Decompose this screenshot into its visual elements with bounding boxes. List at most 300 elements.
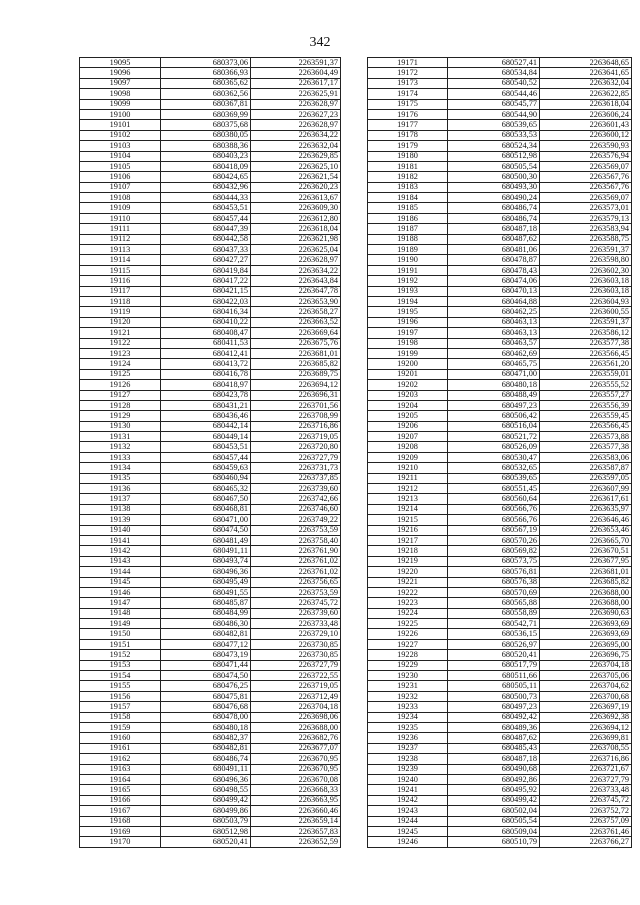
y-coordinate-cell: 2263745,72 bbox=[540, 795, 632, 805]
table-row bbox=[368, 556, 632, 566]
y-coordinate-cell: 2263628,97 bbox=[251, 99, 341, 109]
point-number-cell: 19169 bbox=[80, 826, 161, 836]
x-coordinate-cell: 680544,46 bbox=[448, 89, 540, 99]
x-coordinate-cell: 680495,49 bbox=[161, 577, 251, 587]
x-coordinate-cell: 680422,03 bbox=[161, 296, 251, 306]
table-row bbox=[80, 390, 341, 400]
x-coordinate-cell: 680487,18 bbox=[448, 224, 540, 234]
y-coordinate-cell: 2263600,55 bbox=[540, 307, 632, 317]
point-number-cell: 19245 bbox=[368, 826, 448, 836]
point-number-cell: 19215 bbox=[368, 515, 448, 525]
x-coordinate-cell: 680419,84 bbox=[161, 265, 251, 275]
table-row bbox=[80, 774, 341, 784]
x-coordinate-cell: 680474,06 bbox=[448, 276, 540, 286]
y-coordinate-cell: 2263583,06 bbox=[540, 452, 632, 462]
x-coordinate-cell: 680486,74 bbox=[448, 203, 540, 213]
point-number-cell: 19101 bbox=[80, 120, 161, 130]
point-number-cell: 19233 bbox=[368, 702, 448, 712]
point-number-cell: 19114 bbox=[80, 255, 161, 265]
x-coordinate-cell: 680509,04 bbox=[448, 826, 540, 836]
y-coordinate-cell: 2263733,48 bbox=[251, 619, 341, 629]
y-coordinate-cell: 2263688,00 bbox=[251, 723, 341, 733]
point-number-cell: 19217 bbox=[368, 535, 448, 545]
y-coordinate-cell: 2263620,23 bbox=[251, 182, 341, 192]
point-number-cell: 19166 bbox=[80, 795, 161, 805]
x-coordinate-cell: 680411,53 bbox=[161, 338, 251, 348]
y-coordinate-cell: 2263761,02 bbox=[251, 556, 341, 566]
point-number-cell: 19160 bbox=[80, 733, 161, 743]
x-coordinate-cell: 680471,44 bbox=[161, 660, 251, 670]
point-number-cell: 19235 bbox=[368, 723, 448, 733]
table-row bbox=[80, 338, 341, 348]
point-number-cell: 19140 bbox=[80, 525, 161, 535]
y-coordinate-cell: 2263602,30 bbox=[540, 265, 632, 275]
point-number-cell: 19136 bbox=[80, 484, 161, 494]
table-row bbox=[80, 473, 341, 483]
x-coordinate-cell: 680373,06 bbox=[161, 58, 251, 68]
x-coordinate-cell: 680423,78 bbox=[161, 390, 251, 400]
x-coordinate-cell: 680496,36 bbox=[161, 774, 251, 784]
point-number-cell: 19174 bbox=[368, 89, 448, 99]
coordinates-table-left bbox=[79, 57, 341, 848]
point-number-cell: 19210 bbox=[368, 463, 448, 473]
point-number-cell: 19123 bbox=[80, 348, 161, 358]
point-number-cell: 19175 bbox=[368, 99, 448, 109]
table-row bbox=[80, 816, 341, 826]
x-coordinate-cell: 680565,88 bbox=[448, 598, 540, 608]
table-row bbox=[80, 702, 341, 712]
table-row bbox=[368, 380, 632, 390]
y-coordinate-cell: 2263603,18 bbox=[540, 276, 632, 286]
table-row bbox=[80, 380, 341, 390]
x-coordinate-cell: 680478,43 bbox=[448, 265, 540, 275]
point-number-cell: 19195 bbox=[368, 307, 448, 317]
x-coordinate-cell: 680442,14 bbox=[161, 421, 251, 431]
point-number-cell: 19132 bbox=[80, 442, 161, 452]
x-coordinate-cell: 680560,64 bbox=[448, 494, 540, 504]
point-number-cell: 19241 bbox=[368, 785, 448, 795]
table-row bbox=[80, 754, 341, 764]
table-row bbox=[368, 141, 632, 151]
x-coordinate-cell: 680481,06 bbox=[448, 245, 540, 255]
coordinates-table-body bbox=[368, 58, 632, 848]
x-coordinate-cell: 680566,76 bbox=[448, 515, 540, 525]
table-row bbox=[80, 743, 341, 753]
point-number-cell: 19153 bbox=[80, 660, 161, 670]
table-row bbox=[368, 702, 632, 712]
x-coordinate-cell: 680380,05 bbox=[161, 130, 251, 140]
y-coordinate-cell: 2263685,82 bbox=[540, 577, 632, 587]
table-row bbox=[80, 182, 341, 192]
x-coordinate-cell: 680502,04 bbox=[448, 806, 540, 816]
x-coordinate-cell: 680485,43 bbox=[448, 743, 540, 753]
point-number-cell: 19133 bbox=[80, 452, 161, 462]
table-row bbox=[368, 723, 632, 733]
x-coordinate-cell: 680408,47 bbox=[161, 328, 251, 338]
table-row bbox=[368, 650, 632, 660]
y-coordinate-cell: 2263670,95 bbox=[251, 754, 341, 764]
x-coordinate-cell: 680421,15 bbox=[161, 286, 251, 296]
point-number-cell: 19163 bbox=[80, 764, 161, 774]
y-coordinate-cell: 2263559,01 bbox=[540, 369, 632, 379]
x-coordinate-cell: 680482,81 bbox=[161, 743, 251, 753]
coordinates-table-right bbox=[367, 57, 632, 848]
x-coordinate-cell: 680491,11 bbox=[161, 764, 251, 774]
point-number-cell: 19157 bbox=[80, 702, 161, 712]
point-number-cell: 19205 bbox=[368, 411, 448, 421]
y-coordinate-cell: 2263576,94 bbox=[540, 151, 632, 161]
point-number-cell: 19127 bbox=[80, 390, 161, 400]
point-number-cell: 19122 bbox=[80, 338, 161, 348]
x-coordinate-cell: 680470,13 bbox=[448, 286, 540, 296]
x-coordinate-cell: 680482,81 bbox=[161, 629, 251, 639]
x-coordinate-cell: 680505,11 bbox=[448, 681, 540, 691]
table-row bbox=[80, 785, 341, 795]
x-coordinate-cell: 680453,51 bbox=[161, 203, 251, 213]
table-row bbox=[368, 629, 632, 639]
table-row bbox=[368, 639, 632, 649]
point-number-cell: 19242 bbox=[368, 795, 448, 805]
x-coordinate-cell: 680499,86 bbox=[161, 806, 251, 816]
x-coordinate-cell: 680388,36 bbox=[161, 141, 251, 151]
y-coordinate-cell: 2263670,08 bbox=[251, 774, 341, 784]
table-row bbox=[80, 224, 341, 234]
x-coordinate-cell: 680431,21 bbox=[161, 400, 251, 410]
y-coordinate-cell: 2263618,04 bbox=[540, 99, 632, 109]
table-row bbox=[80, 681, 341, 691]
x-coordinate-cell: 680449,14 bbox=[161, 432, 251, 442]
x-coordinate-cell: 680467,50 bbox=[161, 494, 251, 504]
point-number-cell: 19181 bbox=[368, 161, 448, 171]
x-coordinate-cell: 680495,92 bbox=[448, 785, 540, 795]
y-coordinate-cell: 2263693,69 bbox=[540, 629, 632, 639]
x-coordinate-cell: 680480,18 bbox=[448, 380, 540, 390]
point-number-cell: 19173 bbox=[368, 78, 448, 88]
point-number-cell: 19203 bbox=[368, 390, 448, 400]
table-row bbox=[80, 525, 341, 535]
point-number-cell: 19102 bbox=[80, 130, 161, 140]
table-row bbox=[368, 754, 632, 764]
table-row bbox=[80, 109, 341, 119]
table-row bbox=[368, 587, 632, 597]
table-row bbox=[368, 671, 632, 681]
x-coordinate-cell: 680490,24 bbox=[448, 193, 540, 203]
point-number-cell: 19193 bbox=[368, 286, 448, 296]
x-coordinate-cell: 680540,52 bbox=[448, 78, 540, 88]
table-row bbox=[368, 317, 632, 327]
y-coordinate-cell: 2263727,79 bbox=[251, 452, 341, 462]
y-coordinate-cell: 2263690,63 bbox=[540, 608, 632, 618]
table-row bbox=[368, 172, 632, 182]
table-row bbox=[368, 369, 632, 379]
y-coordinate-cell: 2263648,65 bbox=[540, 58, 632, 68]
x-coordinate-cell: 680542,71 bbox=[448, 619, 540, 629]
point-number-cell: 19095 bbox=[80, 58, 161, 68]
point-number-cell: 19103 bbox=[80, 141, 161, 151]
x-coordinate-cell: 680478,00 bbox=[161, 712, 251, 722]
table-row bbox=[80, 130, 341, 140]
point-number-cell: 19192 bbox=[368, 276, 448, 286]
y-coordinate-cell: 2263670,51 bbox=[540, 546, 632, 556]
y-coordinate-cell: 2263704,62 bbox=[540, 681, 632, 691]
y-coordinate-cell: 2263609,30 bbox=[251, 203, 341, 213]
table-row bbox=[80, 234, 341, 244]
y-coordinate-cell: 2263675,76 bbox=[251, 338, 341, 348]
table-row bbox=[80, 78, 341, 88]
table-row bbox=[80, 89, 341, 99]
y-coordinate-cell: 2263716,86 bbox=[540, 754, 632, 764]
table-row bbox=[368, 733, 632, 743]
x-coordinate-cell: 680486,74 bbox=[448, 213, 540, 223]
point-number-cell: 19137 bbox=[80, 494, 161, 504]
y-coordinate-cell: 2263727,79 bbox=[540, 774, 632, 784]
point-number-cell: 19186 bbox=[368, 213, 448, 223]
table-row bbox=[80, 141, 341, 151]
y-coordinate-cell: 2263617,61 bbox=[540, 494, 632, 504]
y-coordinate-cell: 2263569,07 bbox=[540, 193, 632, 203]
point-number-cell: 19121 bbox=[80, 328, 161, 338]
table-row bbox=[80, 317, 341, 327]
y-coordinate-cell: 2263607,99 bbox=[540, 484, 632, 494]
table-row bbox=[368, 307, 632, 317]
table-row bbox=[80, 421, 341, 431]
point-number-cell: 19104 bbox=[80, 151, 161, 161]
y-coordinate-cell: 2263591,37 bbox=[251, 58, 341, 68]
y-coordinate-cell: 2263663,95 bbox=[251, 795, 341, 805]
x-coordinate-cell: 680447,39 bbox=[161, 224, 251, 234]
point-number-cell: 19145 bbox=[80, 577, 161, 587]
y-coordinate-cell: 2263652,59 bbox=[251, 837, 341, 847]
x-coordinate-cell: 680499,42 bbox=[448, 795, 540, 805]
table-row bbox=[368, 774, 632, 784]
y-coordinate-cell: 2263632,04 bbox=[251, 141, 341, 151]
x-coordinate-cell: 680497,23 bbox=[448, 400, 540, 410]
y-coordinate-cell: 2263573,01 bbox=[540, 203, 632, 213]
table-row bbox=[80, 245, 341, 255]
point-number-cell: 19184 bbox=[368, 193, 448, 203]
y-coordinate-cell: 2263739,60 bbox=[251, 484, 341, 494]
table-row bbox=[368, 681, 632, 691]
x-coordinate-cell: 680486,30 bbox=[161, 619, 251, 629]
y-coordinate-cell: 2263598,80 bbox=[540, 255, 632, 265]
y-coordinate-cell: 2263660,46 bbox=[251, 806, 341, 816]
y-coordinate-cell: 2263758,40 bbox=[251, 535, 341, 545]
x-coordinate-cell: 680498,55 bbox=[161, 785, 251, 795]
table-row bbox=[80, 369, 341, 379]
y-coordinate-cell: 2263601,43 bbox=[540, 120, 632, 130]
point-number-cell: 19154 bbox=[80, 671, 161, 681]
table-row bbox=[80, 68, 341, 78]
point-number-cell: 19226 bbox=[368, 629, 448, 639]
table-row bbox=[368, 78, 632, 88]
y-coordinate-cell: 2263625,04 bbox=[251, 245, 341, 255]
y-coordinate-cell: 2263567,76 bbox=[540, 172, 632, 182]
point-number-cell: 19200 bbox=[368, 359, 448, 369]
point-number-cell: 19130 bbox=[80, 421, 161, 431]
table-row bbox=[80, 608, 341, 618]
x-coordinate-cell: 680457,44 bbox=[161, 213, 251, 223]
table-row bbox=[80, 328, 341, 338]
point-number-cell: 19228 bbox=[368, 650, 448, 660]
table-row bbox=[80, 213, 341, 223]
x-coordinate-cell: 680462,69 bbox=[448, 348, 540, 358]
table-row bbox=[368, 130, 632, 140]
table-row bbox=[80, 120, 341, 130]
y-coordinate-cell: 2263632,04 bbox=[540, 78, 632, 88]
table-row bbox=[368, 619, 632, 629]
table-row bbox=[80, 546, 341, 556]
x-coordinate-cell: 680468,81 bbox=[161, 504, 251, 514]
y-coordinate-cell: 2263730,85 bbox=[251, 639, 341, 649]
point-number-cell: 19097 bbox=[80, 78, 161, 88]
y-coordinate-cell: 2263721,67 bbox=[540, 764, 632, 774]
table-row bbox=[80, 712, 341, 722]
x-coordinate-cell: 680465,75 bbox=[448, 359, 540, 369]
y-coordinate-cell: 2263693,69 bbox=[540, 619, 632, 629]
point-number-cell: 19141 bbox=[80, 535, 161, 545]
x-coordinate-cell: 680526,97 bbox=[448, 639, 540, 649]
x-coordinate-cell: 680530,47 bbox=[448, 452, 540, 462]
x-coordinate-cell: 680453,51 bbox=[161, 442, 251, 452]
x-coordinate-cell: 680463,13 bbox=[448, 328, 540, 338]
y-coordinate-cell: 2263590,93 bbox=[540, 141, 632, 151]
y-coordinate-cell: 2263591,37 bbox=[540, 245, 632, 255]
table-row bbox=[368, 421, 632, 431]
point-number-cell: 19240 bbox=[368, 774, 448, 784]
table-row bbox=[80, 442, 341, 452]
point-number-cell: 19161 bbox=[80, 743, 161, 753]
y-coordinate-cell: 2263627,23 bbox=[251, 109, 341, 119]
table-row bbox=[80, 629, 341, 639]
y-coordinate-cell: 2263708,99 bbox=[251, 411, 341, 421]
x-coordinate-cell: 680464,88 bbox=[448, 296, 540, 306]
table-row bbox=[80, 172, 341, 182]
x-coordinate-cell: 680362,56 bbox=[161, 89, 251, 99]
x-coordinate-cell: 680533,53 bbox=[448, 130, 540, 140]
table-row bbox=[368, 338, 632, 348]
y-coordinate-cell: 2263603,18 bbox=[540, 286, 632, 296]
x-coordinate-cell: 680558,89 bbox=[448, 608, 540, 618]
table-row bbox=[80, 577, 341, 587]
x-coordinate-cell: 680436,46 bbox=[161, 411, 251, 421]
table-row bbox=[80, 504, 341, 514]
x-coordinate-cell: 680517,79 bbox=[448, 660, 540, 670]
point-number-cell: 19118 bbox=[80, 296, 161, 306]
y-coordinate-cell: 2263646,46 bbox=[540, 515, 632, 525]
point-number-cell: 19207 bbox=[368, 432, 448, 442]
point-number-cell: 19107 bbox=[80, 182, 161, 192]
x-coordinate-cell: 680488,49 bbox=[448, 390, 540, 400]
x-coordinate-cell: 680544,90 bbox=[448, 109, 540, 119]
table-row bbox=[368, 68, 632, 78]
y-coordinate-cell: 2263622,85 bbox=[540, 89, 632, 99]
y-coordinate-cell: 2263587,87 bbox=[540, 463, 632, 473]
y-coordinate-cell: 2263641,65 bbox=[540, 68, 632, 78]
y-coordinate-cell: 2263591,37 bbox=[540, 317, 632, 327]
point-number-cell: 19213 bbox=[368, 494, 448, 504]
table-row bbox=[80, 452, 341, 462]
table-row bbox=[368, 109, 632, 119]
table-row bbox=[80, 733, 341, 743]
table-row bbox=[80, 58, 341, 68]
x-coordinate-cell: 680493,30 bbox=[448, 182, 540, 192]
y-coordinate-cell: 2263729,10 bbox=[251, 629, 341, 639]
table-row bbox=[368, 515, 632, 525]
y-coordinate-cell: 2263696,31 bbox=[251, 390, 341, 400]
table-row bbox=[80, 296, 341, 306]
y-coordinate-cell: 2263749,22 bbox=[251, 515, 341, 525]
point-number-cell: 19243 bbox=[368, 806, 448, 816]
x-coordinate-cell: 680527,41 bbox=[448, 58, 540, 68]
y-coordinate-cell: 2263708,55 bbox=[540, 743, 632, 753]
y-coordinate-cell: 2263604,49 bbox=[251, 68, 341, 78]
point-number-cell: 19134 bbox=[80, 463, 161, 473]
y-coordinate-cell: 2263566,45 bbox=[540, 421, 632, 431]
point-number-cell: 19179 bbox=[368, 141, 448, 151]
point-number-cell: 19149 bbox=[80, 619, 161, 629]
x-coordinate-cell: 680567,19 bbox=[448, 525, 540, 535]
point-number-cell: 19116 bbox=[80, 276, 161, 286]
point-number-cell: 19229 bbox=[368, 660, 448, 670]
table-row bbox=[368, 296, 632, 306]
table-row bbox=[80, 400, 341, 410]
y-coordinate-cell: 2263555,52 bbox=[540, 380, 632, 390]
table-row bbox=[368, 473, 632, 483]
table-row bbox=[368, 826, 632, 836]
y-coordinate-cell: 2263753,59 bbox=[251, 525, 341, 535]
table-row bbox=[368, 193, 632, 203]
y-coordinate-cell: 2263682,76 bbox=[251, 733, 341, 743]
point-number-cell: 19111 bbox=[80, 224, 161, 234]
y-coordinate-cell: 2263704,18 bbox=[251, 702, 341, 712]
table-row bbox=[80, 691, 341, 701]
point-number-cell: 19146 bbox=[80, 587, 161, 597]
x-coordinate-cell: 680460,94 bbox=[161, 473, 251, 483]
point-number-cell: 19150 bbox=[80, 629, 161, 639]
table-row bbox=[368, 494, 632, 504]
y-coordinate-cell: 2263689,75 bbox=[251, 369, 341, 379]
y-coordinate-cell: 2263586,12 bbox=[540, 328, 632, 338]
point-number-cell: 19164 bbox=[80, 774, 161, 784]
point-number-cell: 19211 bbox=[368, 473, 448, 483]
x-coordinate-cell: 680403,23 bbox=[161, 151, 251, 161]
y-coordinate-cell: 2263716,86 bbox=[251, 421, 341, 431]
x-coordinate-cell: 680491,55 bbox=[161, 587, 251, 597]
y-coordinate-cell: 2263657,83 bbox=[251, 826, 341, 836]
x-coordinate-cell: 680481,49 bbox=[161, 535, 251, 545]
point-number-cell: 19183 bbox=[368, 182, 448, 192]
x-coordinate-cell: 680492,86 bbox=[448, 774, 540, 784]
table-row bbox=[368, 577, 632, 587]
x-coordinate-cell: 680416,78 bbox=[161, 369, 251, 379]
y-coordinate-cell: 2263643,84 bbox=[251, 276, 341, 286]
point-number-cell: 19131 bbox=[80, 432, 161, 442]
x-coordinate-cell: 680474,50 bbox=[161, 525, 251, 535]
y-coordinate-cell: 2263629,85 bbox=[251, 151, 341, 161]
point-number-cell: 19151 bbox=[80, 639, 161, 649]
table-row bbox=[368, 546, 632, 556]
point-number-cell: 19238 bbox=[368, 754, 448, 764]
x-coordinate-cell: 680489,36 bbox=[448, 723, 540, 733]
x-coordinate-cell: 680505,54 bbox=[448, 816, 540, 826]
x-coordinate-cell: 680500,30 bbox=[448, 172, 540, 182]
table-row bbox=[80, 567, 341, 577]
table-row bbox=[80, 826, 341, 836]
x-coordinate-cell: 680520,41 bbox=[448, 650, 540, 660]
point-number-cell: 19224 bbox=[368, 608, 448, 618]
table-row bbox=[80, 619, 341, 629]
y-coordinate-cell: 2263569,07 bbox=[540, 161, 632, 171]
